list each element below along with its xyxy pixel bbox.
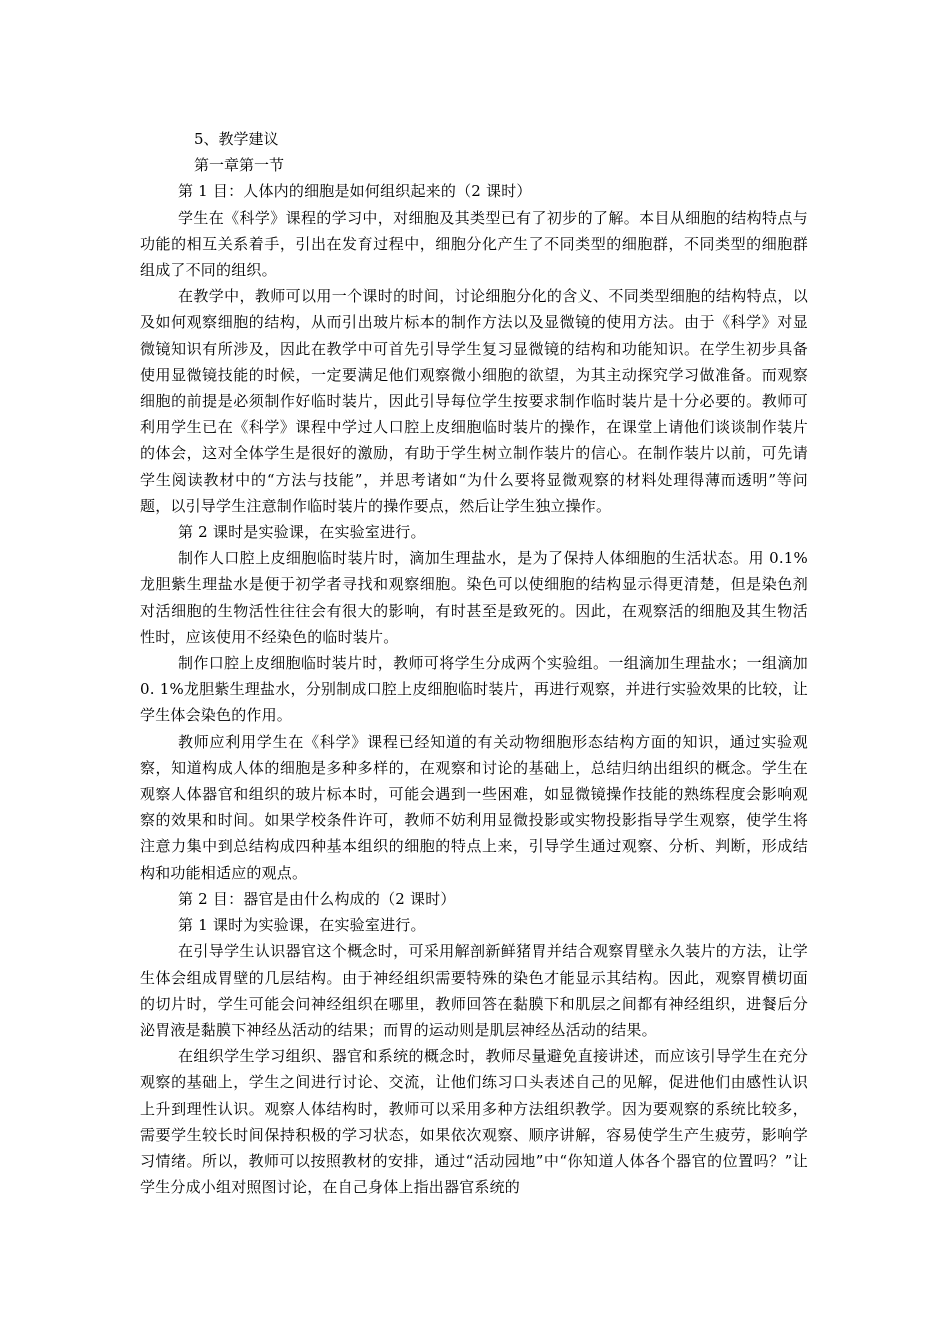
paragraph: 在组织学生学习组织、器官和系统的概念时，教师尽量避免直接讲述，而应该引导学生在充分观察的基础上，学生之间进行讨论、交流，让他们练习口头表述自己的见解，促进他们由感性认识上升到理性认识。观察人体结构时，教师可以采用多种方法组织教学。因为要观察的系统比较多，需要学生较长时间保持积极的学习状态，如果依次观察、顺序讲解，容易使学生产生疲劳，影响学习情绪。所以，教师可以按照教材的安排，通过“活动园地”中“你知道人体各个器官的位置吗？”让学生分成小组对照图讨论，在自己身体上指出器官系统的 [140,1047,808,1197]
paragraph: 学生在《科学》课程的学习中，对细胞及其类型已有了初步的了解。本目从细胞的结构特点与功能的相互关系着手，引出在发育过程中，细胞分化产生了不同类型的细胞群，不同类型的细胞群组成了不同的组织。 [140,208,808,280]
paragraph: 制作人口腔上皮细胞临时装片时，滴加生理盐水，是为了保持人体细胞的生活状态。用 0.1%龙胆紫生理盐水是便于初学者寻找和观察细胞。染色可以使细胞的结构显示得更清楚，但是染色剂对活细胞的生物活性往往会有很大的影响，有时甚至是致死的。因此，在观察活的细胞及其生物活性时，应该使用不经染色的临时装片。 [140,549,808,646]
chapter-heading: 第一章第一节 [194,156,285,175]
paragraph: 制作口腔上皮细胞临时装片时，教师可将学生分成两个实验组。一组滴加生理盐水；一组滴加 0. 1%龙胆紫生理盐水，分别制成口腔上皮细胞临时装片，再进行观察，并进行实验效果的比较，让学生体会染色的作用。 [140,654,808,725]
paragraph: 在引导学生认识器官这个概念时，可采用解剖新鲜猪胃并结合观察胃壁永久装片的方法，让学生体会组成胃壁的几层结构。由于神经组织需要特殊的染色才能显示其结构。因此，观察胃横切面的切片时，学生可能会问神经组织在哪里，教师回答在黏膜下和肌层之间都有神经组织，进餐后分泌胃液是黏膜下神经丛活动的结果；而胃的运动则是肌层神经丛活动的结果。 [140,942,808,1039]
paragraph: 第 2 课时是实验课，在实验室进行。 [178,523,426,542]
section-heading: 5、教学建议 [194,130,279,148]
paragraph: 教师应利用学生在《科学》课程已经知道的有关动物细胞形态结构方面的知识，通过实验观察，知道构成人体的细胞是多种多样的，在观察和讨论的基础上，总结归纳出组织的概念。学生在观察人体器官和组织的玻片标本时，可能会遇到一些困难，如显微镜操作技能的熟练程度会影响观察的效果和时间。如果学校条件许可，教师不妨利用显微投影或实物投影指导学生观察，使学生将注意力集中到总结构成四种基本组织的细胞的特点上来，引导学生通过观察、分析、判断，形成结构和功能相适应的观点。 [140,732,808,882]
paragraph: 在教学中，教师可以用一个课时的时间，讨论细胞分化的含义、不同类型细胞的结构特点，以及如何观察细胞的结构，从而引出玻片标本的制作方法以及显微镜的使用方法。由于《科学》对显微镜知识有所涉及，因此在教学中可首先引导学生复习显微镜的结构和功能知识。在学生初步具备使用显微镜技能的时候，一定要满足他们观察微小细胞的欲望，为其主动探究学习做准备。而观察细胞的前提是必须制作好临时装片，因此引导每位学生按要求制作临时装片是十分必要的。教师可利用学生已在《科学》课程中学过人口腔上皮细胞临时装片的操作，在课堂上请他们谈谈制作装片的体会，这对全体学生是很好的激励，有助于学生树立制作装片的信心。在制作装片以前，可先请学生阅读教材中的“方法与技能”，并思考诸如“为什么要将显微观察的材料处理得薄而透明”等问题，以引导学生注意制作临时装片的操作要点，然后让学生独立操作。 [140,287,808,515]
paragraph: 第 1 课时为实验课，在实验室进行。 [178,916,426,935]
subsection-heading-1: 第 1 目：人体内的细胞是如何组织起来的（2 课时） [178,182,532,201]
document-page [140,126,808,1200]
subsection-heading-2: 第 2 目：器官是由什么构成的（2 课时） [178,889,456,908]
